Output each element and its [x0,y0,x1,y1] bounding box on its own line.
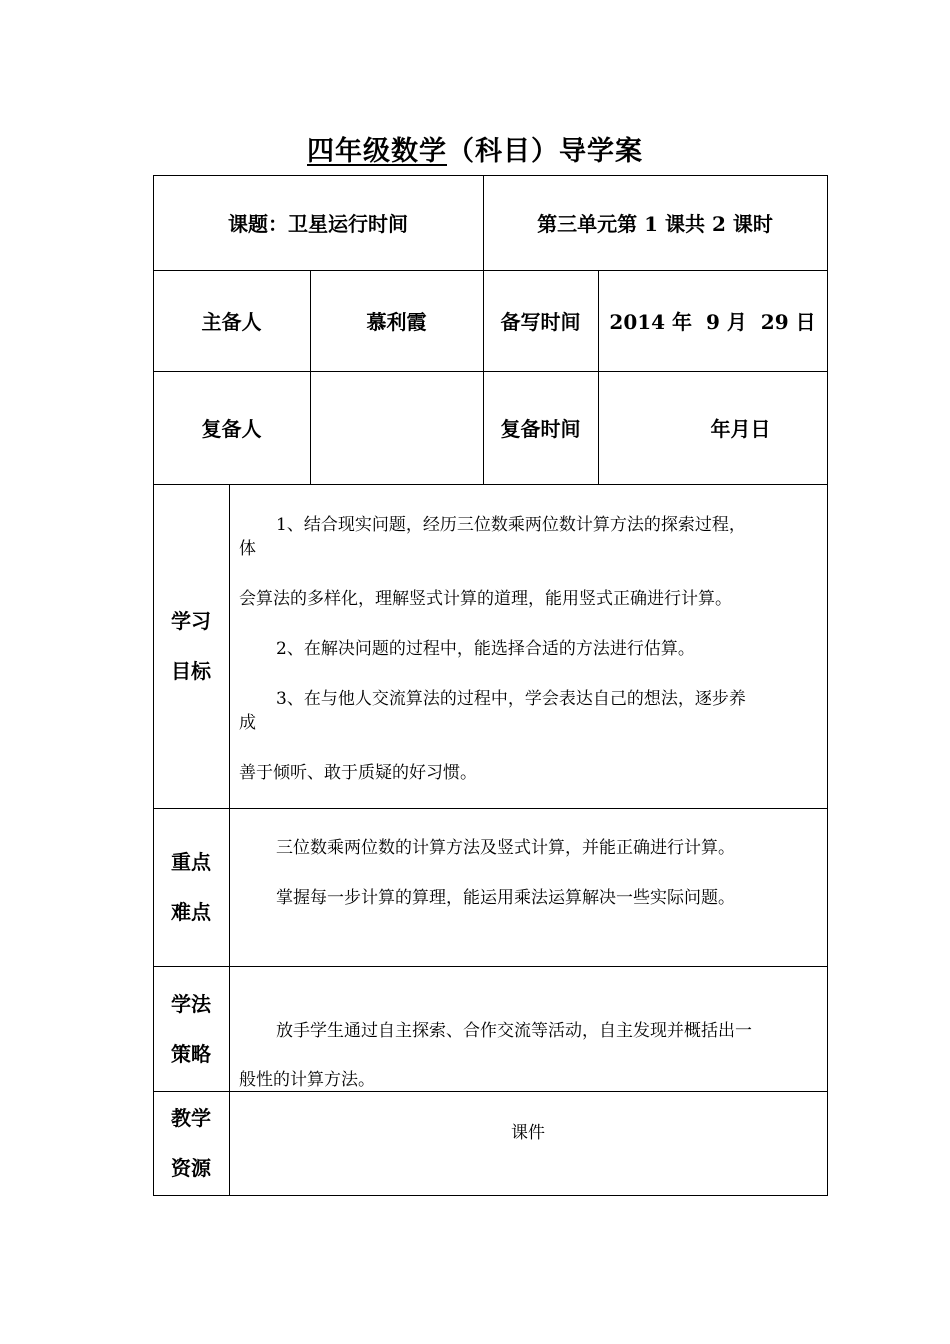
resources-text: 课件 [511,1123,545,1143]
strategy-label-line1: 学法 [171,991,211,1016]
main-preparer-name: 慕利霞 [366,310,427,334]
objectives-content [239,484,824,808]
co-preparer-cell [310,371,483,484]
topic-text: 课题：卫星运行时间 [228,212,408,236]
main-preparer-label-cell [153,270,310,371]
document-title [0,130,950,174]
write-time-cell [598,270,827,371]
objective-line: 体 [239,539,256,559]
strategy-content [239,966,824,1091]
strategy-line: 般性的计算方法。 [239,1070,375,1090]
key-points-label-line2: 难点 [171,900,211,924]
strategy-label-line2: 策略 [171,1041,211,1066]
main-preparer-label: 主备人 [201,310,262,334]
co-time-label: 复备时间 [500,417,581,441]
key-point-line: 掌握每一步计算的算理，能运用乘法运算解决一些实际问题。 [276,888,735,908]
key-points-label-line1: 重点 [171,850,211,874]
resources-label-line1: 教学 [171,1106,211,1130]
co-time-cell [598,371,827,484]
write-time-label: 备写时间 [500,310,581,334]
resources-label-line2: 资源 [171,1156,211,1180]
objective-line: 善于倾听、敢于质疑的好习惯。 [239,763,477,783]
strategy-line: 放手学生通过自主探索、合作交流等活动，自主发现并概括出一 [276,1021,752,1041]
objective-line: 1、结合现实问题，经历三位数乘两位数计算方法的探索过程， [276,515,746,535]
topic-cell [153,175,483,270]
objective-line: 3、在与他人交流算法的过程中，学会表达自己的想法，逐步养 [276,689,746,709]
co-preparer-label-cell [153,371,310,484]
title-subject: 四年级数学 [307,136,447,167]
resources-label [153,1091,229,1195]
co-preparer-label: 复备人 [201,417,262,441]
objective-line: 2、在解决问题的过程中，能选择合适的方法进行估算。 [276,639,695,659]
objective-line: 会算法的多样化，理解竖式计算的道理，能用竖式正确进行计算。 [239,589,732,609]
write-time-label-cell [483,270,598,371]
co-time-value: 年月日 [710,417,771,441]
key-point-line: 三位数乘两位数的计算方法及竖式计算，并能正确进行计算。 [276,838,735,858]
objectives-label [153,484,229,808]
main-preparer-cell [310,270,483,371]
strategy-label [153,966,229,1091]
objectives-label-line1: 学习 [171,609,211,633]
write-time-value: 2014 年 9 月 29 日 [609,310,816,334]
unit-text: 第三单元第 1 课共 2 课时 [537,212,773,236]
key-points-content [239,808,824,966]
key-points-label [153,808,229,966]
objective-line: 成 [239,713,256,733]
resources-content [229,1091,827,1195]
unit-cell [483,175,827,270]
co-time-label-cell [483,371,598,484]
title-rest: （科目）导学案 [447,136,643,167]
objectives-label-line2: 目标 [171,659,211,683]
